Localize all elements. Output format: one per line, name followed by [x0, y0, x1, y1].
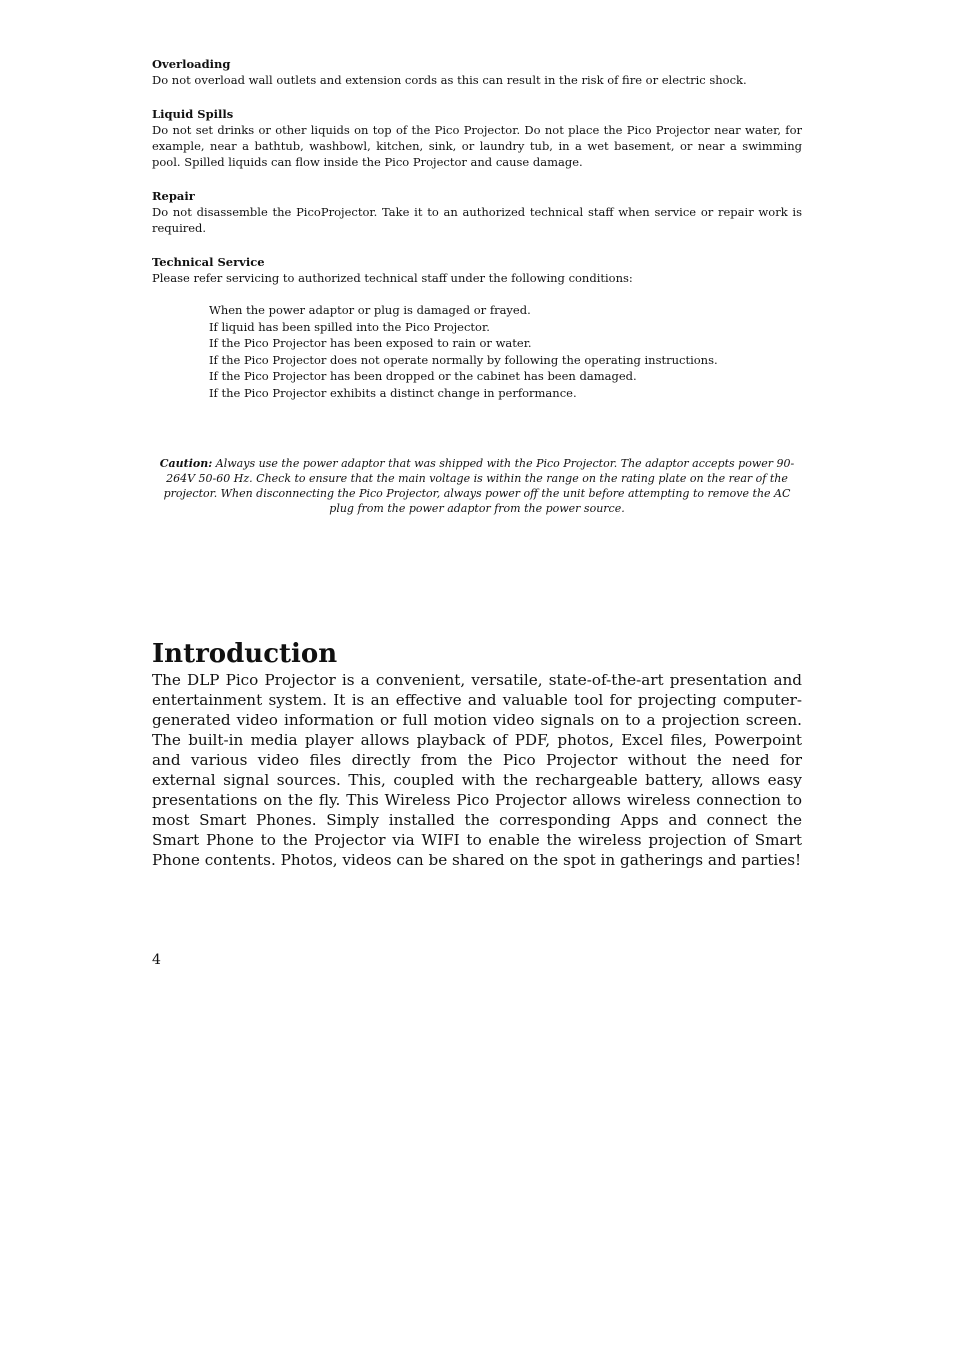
list-item: If the Pico Projector does not operate normally by following the operating instructions.: [209, 352, 718, 367]
page-number: 4: [152, 952, 161, 968]
section-body: Do not set drinks or other liquids on top of the Pico Projector. Do not place the Pico Projector near water, for example, near a bathtub, washbowl, kitchen, sink, or laundry tub, in a wet basement, or near a swimming pool. Spilled liquids can flow inside the Pico Projector and cause damage.: [152, 123, 802, 169]
section-technical-service: [152, 254, 802, 402]
list-item: When the power adaptor or plug is damaged or frayed.: [209, 303, 531, 317]
list-item: If the Pico Projector has been dropped or the cabinet has been damaged.: [209, 369, 637, 384]
introduction-title: Introduction: [152, 639, 338, 670]
caution-text: Always use the power adaptor that was shipped with the Pico Projector. The adaptor accepts power 90-264V 50-60 Hz. Check to ensure that the main voltage is within the range on the rating plate on the rear of the projector. When disconnecting the Pico Projector, always power off the unit before attempting to remove the AC plug from the power adaptor from the power source.: [163, 456, 795, 516]
section-heading: Liquid Spills: [152, 107, 234, 121]
section-body: Do not disassemble the PicoProjector. Take it to an authorized technical staff when service or repair work is required.: [152, 205, 802, 235]
conditions-list: [209, 302, 802, 402]
section-overloading: [152, 56, 802, 88]
section-heading: Technical Service: [152, 255, 265, 269]
section-heading: Overloading: [152, 57, 231, 71]
section-liquid-spills: [152, 106, 802, 170]
list-item: If liquid has been spilled into the Pico Projector.: [209, 319, 490, 334]
section-body: Do not overload wall outlets and extension cords as this can result in the risk of fire or electric shock.: [152, 73, 747, 87]
section-repair: [152, 188, 802, 236]
list-item: If the Pico Projector exhibits a distinct change in performance.: [209, 385, 577, 400]
list-item: If the Pico Projector has been exposed to rain or water.: [209, 336, 532, 351]
caution-label: Caution:: [159, 456, 213, 470]
introduction-body: The DLP Pico Projector is a convenient, versatile, state-of-the-art presentation and entertainment system. It is an effective and valuable tool for projecting computer-generated video information or full motion video signals on to a projection screen. The built-in media player allows playback of PDF, photos, Excel files, Powerpoint and various video files directly from the Pico Projector without the need for external signal sources. This, coupled with the rechargeable battery, allows easy presentations on the fly. This Wireless Pico Projector allows wireless connection to most Smart Phones. Simply installed the corresponding Apps and connect the Smart Phone to the Projector via WIFI to enable the wireless projection of Smart Phone contents. Photos, videos can be shared on the spot in gatherings and parties!: [152, 671, 802, 870]
document-page: [152, 56, 802, 870]
section-body: Please refer servicing to authorized technical staff under the following conditions:: [152, 271, 633, 285]
caution-note: [152, 456, 802, 517]
section-heading: Repair: [152, 189, 195, 203]
